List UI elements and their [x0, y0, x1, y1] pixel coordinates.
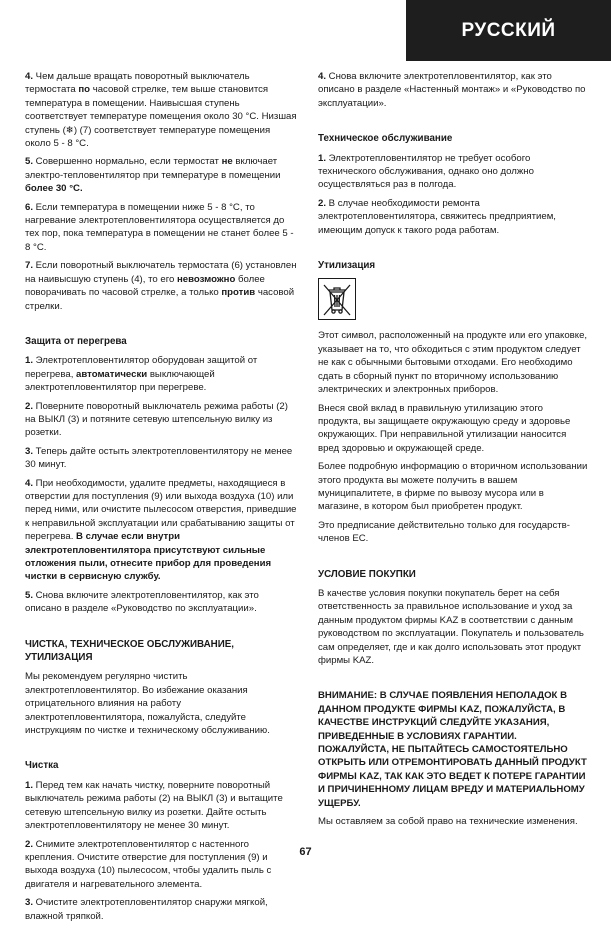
maintenance-step-1: 1. Электротепловентилятор не требует особого технического обслуживания, однако оно должно осуществляться раз в полгода.: [318, 152, 534, 191]
paragraph-thermostat-4: 4. Чем дальше вращать поворотный выключатель термостата по часовой стрелке, тем выше становится температура в помещении. Наивысшая ступень соответствует температуре помещения около 30 °С. Низшая ступень (❄) (7) соответствует температуре помещения около 5 - 8 °С.: [25, 71, 297, 150]
language-label: РУССКИЙ: [461, 19, 556, 41]
cleaning-step-2: 2. Снимите электротепловентилятор с настенного крепления. Очистите отверстие для поступления (9) и выхода воздуха (10) пылесосом, чтобы удалить пыль с двигателя и нагревательного элемента.: [25, 838, 272, 890]
overheat-step-1: 1. Электротепловентилятор оборудован защитой от перегрева, автоматически выключающей электротепловентилятор при перегреве.: [25, 355, 258, 394]
cleaning-step-4: 4. Снова включите электротепловентилятор, как это описано в разделе «Настенный монтаж» и «Руководство по эксплуатации».: [318, 71, 586, 109]
maintenance-step-2: 2. В случае необходимости ремонта электротепловентилятора, свяжитесь предприятием, имеющим допуск к такого рода работам.: [318, 197, 556, 236]
right-column: [318, 70, 588, 833]
disposal-heading: Утилизация: [318, 260, 376, 272]
left-column: [25, 70, 297, 928]
crossed-out-wheelie-bin-icon: [318, 278, 356, 320]
paragraph-thermostat-5: 5. Совершенно нормально, если термостат не включает электро-тепловентилятор при температуре в помещении более 30 °С.: [25, 156, 281, 195]
disposal-paragraph-4: Это предписание действительно только для государств-членов ЕС.: [318, 519, 570, 545]
overheat-step-2: 2. Поверните поворотный выключатель режима работы (2) на ВЫКЛ (3) и потяните сетевую штепсельную вилку из розетки.: [25, 400, 288, 439]
cleaning-heading: Чистка: [25, 760, 59, 772]
care-intro: Мы рекомендуем регулярно чистить электротепловентилятор. Во избежание оказания отрицательного влияния на работу электротепловентилятора, пожалуйста, следуйте инструкциям по чистке и техническому обслуживанию.: [25, 671, 270, 737]
page-number: 67: [299, 846, 312, 858]
overheat-step-5: 5. Снова включите электротепловентилятор, как это описано в разделе «Руководство по эксплуатации».: [25, 589, 259, 615]
language-tab: [406, 0, 611, 61]
purchase-condition-heading: УСЛОВИЕ ПОКУПКИ: [318, 568, 416, 580]
technical-changes-note: Мы оставляем за собой право на технические изменения.: [318, 816, 578, 828]
disposal-paragraph-1: Этот символ, расположенный на продукте или его упаковке, указывает на то, что обходиться с этим продуктом следует не как с обычными бытовыми отходами. Его необходимо сдать в сборный пункт по вторичному использованию электрических и электронных приборов.: [318, 330, 588, 396]
purchase-condition-text: В качестве условия покупки покупатель берет на себя ответственность за правильное использование и уход за данным продуктом фирмы KAZ в соответствии с данным руководством по эксплуатации. Покупатель и пользователь сам определяет, где и как долго использовать этот продукт фирмы KAZ.: [318, 587, 584, 666]
care-heading: ЧИСТКА, ТЕХНИЧЕСКОЕ ОБСЛУЖИВАНИЕ, УТИЛИЗАЦИЯ: [25, 638, 235, 664]
disposal-paragraph-3: Более подробную информацию о вторичном использовании этого продукта вы можете получить в вашем муниципалитете, в фирме по вывозу мусора или в магазине, в котором был приобретен продукт.: [318, 461, 588, 513]
maintenance-heading: Техническое обслуживание: [318, 133, 453, 145]
overheat-heading: Защита от перегрева: [25, 335, 127, 347]
paragraph-thermostat-7: 7. Если поворотный выключатель термостата (6) установлен на наивысшую ступень (4), то его невозможно более поворачивать по часовой стрелке, а только против часовой стрелки.: [25, 260, 297, 312]
disposal-paragraph-2: Внеся свой вклад в правильную утилизацию этого продукта, вы защищаете окружающую среду и здоровье окружающих. При неправильной утилизации наносится вред здоровью и окружающей среде.: [318, 402, 571, 454]
cleaning-step-3: 3. Очистите электротепловентилятор снаружи мягкой, влажной тряпкой.: [25, 897, 268, 922]
cleaning-step-1: 1. Перед тем как начать чистку, поверните поворотный выключатель режима работы (2) на ВЫКЛ (3) и вытащите сетевую штепсельную вилку из розетки. Дайте остыть электротепловентилятору не менее 30 минут.: [25, 779, 283, 832]
overheat-step-3: 3. Теперь дайте остыть электротепловентилятору не менее 30 минут.: [25, 445, 293, 471]
paragraph-thermostat-6: 6. Если температура в помещении ниже 5 - 8 °С, то нагревание электротепловентилятора осуществляется до тех пор, пока температура в помещении не станет более 5 - 8 °С.: [25, 201, 294, 253]
warranty-warning: ВНИМАНИЕ: В СЛУЧАЕ ПОЯВЛЕНИЯ НЕПОЛАДОК В ДАННОМ ПРОДУКТЕ ФИРМЫ KAZ, ПОЖАЛУЙСТА, В КАЧЕСТВЕ ИНСТРУКЦИЙ СЛЕДУЙТЕ УКАЗАНИЯ, ПРИВЕДЕННЫЕ В УСЛОВИЯХ ГАРАНТИИ. ПОЖАЛУЙСТА, НЕ ПЫТАЙТЕСЬ САМОСТОЯТЕЛЬНО ОТКРЫТЬ ИЛИ ОТРЕМОНТИРОВАТЬ ДАННЫЙ ПРОДУКТ ФИРМЫ KAZ, ТАК КАК ЭТО ВЕДЕТ К ПОТЕРЕ ГАРАНТИИ И ПРИЧИНЕННОМУ ЛИЦАМ ВРЕДУ И МАТЕРИАЛЬНОМУ УЩЕРБУ.: [318, 690, 587, 809]
overheat-step-4: 4. При необходимости, удалите предметы, находящиеся в отверстии для поступления (9) или выхода воздуха (10) или перед ними, или очистите пылесосом отверстия, приведшие к неправильной эксплуатации или срабатыванию защиты от перегрева. В случае если внутри электротепловентилятора присутствуют сильные отложения пыли, отнесите прибор для проведения чистки в сервисную службу.: [25, 477, 297, 583]
